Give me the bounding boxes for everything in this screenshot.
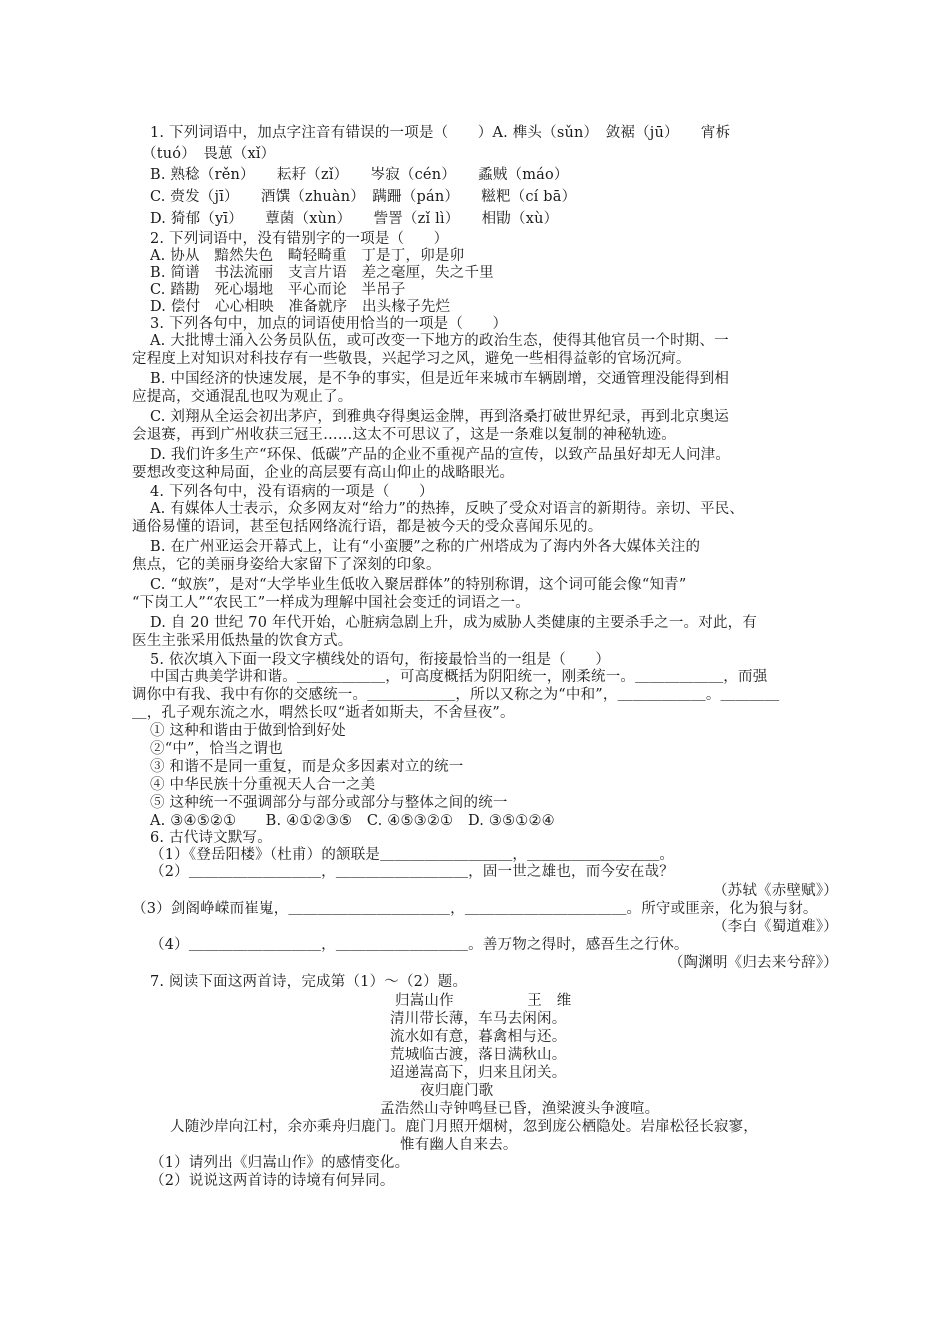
q3-option-a-line2: 定程度上对知识对科技存有一些敬畏，兴起学习之风，避免一些相得益彰的官场沉疴。 [132,351,691,367]
q4-option-a-line1: A. 有媒体人士表示，众多网友对“给力”的热捧，反映了受众对语言的新期待。亲切、平民、 [150,501,745,517]
q5-passage-line1: 中国古典美学讲和谐。＿＿＿＿＿＿，可高度概括为阴阳统一，刚柔统一。＿＿＿＿＿＿，而强 [150,669,768,685]
q2-option-c: C. 踏勘 死心塌地 平心而论 半吊子 [150,282,406,298]
q3-option-b-line2: 应提高，交通混乱也叹为观止了。 [132,389,353,405]
q1-stem-cont: （tuó） 畏葸（xǐ） [142,146,276,162]
q3-option-b-line1: B. 中国经济的快速发展，是不争的事实，但是近年来城市车辆剧增，交通管理没能得到相 [150,371,730,387]
q5-option-1: ① 这种和谐由于做到恰到好处 [150,723,346,739]
q6-item-3: （3）剑阁峥嵘而崔嵬，＿＿＿＿＿＿＿＿＿＿＿，＿＿＿＿＿＿＿＿＿＿＿。所守或匪亲，化为狼与豺。 [132,901,818,917]
poem2-title: 夜归鹿门歌 [420,1083,494,1099]
q5-passage-line2: 调你中有我、我中有你的交感统一。＿＿＿＿＿＿，所以又称之为“中和”，＿＿＿＿＿＿。＿＿＿＿ [132,687,780,703]
poem1-line-3: 荒城临古渡，落日满秋山。 [390,1047,567,1063]
poem2-line-3: 惟有幽人自来去。 [400,1137,518,1153]
q3-option-a-line1: A. 大批博士涌入公务员队伍，或可改变一下地方的政治生态，使得其他官员一个时期、一 [150,333,729,349]
q1-option-d: D. 猗郁（yī） 蕈菌（xùn） 訾詈（zǐ lì） 相勖（xù） [150,211,559,227]
q5-option-2: ②“中”，恰当之谓也 [150,741,283,757]
q3-option-c-line2: 会退赛，再到广州收获三冠王……这太不可思议了，这是一条难以复制的神秘轨迹。 [132,427,676,443]
q5-choices: A. ③④⑤②① B. ④①②③⑤ C. ④⑤③②① D. ③⑤①②④ [150,813,555,829]
poem2-line-2: 人随沙岸向江村，余亦乘舟归鹿门。鹿门月照开烟树，忽到庞公栖隐处。岩扉松径长寂寥， [170,1119,758,1135]
q4-option-c-line2: “下岗工人”“农民工”一样成为理解中国社会变迁的词语之一。 [132,595,530,611]
q6-stem: 6. 古代诗文默写。 [150,830,272,846]
q2-option-b: B. 简谱 书法流丽 支言片语 差之毫厘，失之千里 [150,265,494,281]
q4-option-b-line2: 焦点，它的美丽身姿给大家留下了深刻的印象。 [132,557,441,573]
q6-item-3-source: （李白《蜀道难》） [712,919,838,935]
q4-option-c-line1: C. “蚁族”，是对“大学毕业生低收入聚居群体”的特别称谓，这个词可能会像“知青” [150,577,687,593]
q5-passage-line3: ＿，孔子观东流之水，喟然长叹“逝者如斯夫，不舍昼夜”。 [132,705,515,721]
q1-stem: 1. 下列词语中，加点字注音有错误的一项是（ ）A. 榫头（sǔn） 敛裾（jū） 宵柝 [150,125,731,141]
q4-option-b-line1: B. 在广州亚运会开幕式上，让有“小蛮腰”之称的广州塔成为了海内外各大媒体关注的 [150,539,701,555]
q1-option-c: C. 赍发（jī） 酒馔（zhuàn） 蹒跚（pán） 糍粑（cí bā） [150,189,577,205]
q4-option-a-line2: 通俗易懂的语词，甚至包括网络流行语，都是被今天的受众喜闻乐见的。 [132,519,603,535]
poem1-title: 归嵩山作 王 维 [395,993,572,1009]
q6-item-4: （4）＿＿＿＿＿＿＿＿＿，＿＿＿＿＿＿＿＿＿。善万物之得时，感吾生之行休。 [150,937,689,953]
q4-option-d-line1: D. 自 20 世纪 70 年代开始，心脏病急剧上升，成为威胁人类健康的主要杀手之一。对此，有 [150,615,758,631]
q3-option-c-line1: C. 刘翔从全运会初出茅庐，到雅典夺得奥运金牌，再到洛桑打破世界纪录，再到北京奥运 [150,409,729,425]
poem1-line-1: 清川带长薄，车马去闲闲。 [390,1011,567,1027]
q3-stem: 3. 下列各句中，加点的词语使用恰当的一项是（ ） [150,316,508,332]
q2-option-a: A. 协从 黯然失色 畸轻畸重 丁是丁，卯是卯 [150,248,465,264]
q7-stem: 7. 阅读下面这两首诗，完成第（1）～（2）题。 [150,974,468,990]
q5-stem: 5. 依次填入下面一段文字横线处的语句，衔接最恰当的一组是（ ） [150,652,611,668]
q2-stem: 2. 下列词语中，没有错别字的一项是（ ） [150,231,449,247]
q7-subquestion-2: （2）说说这两首诗的诗境有何异同。 [150,1173,395,1189]
q6-item-4-source: （陶渊明《归去来兮辞》） [668,955,838,971]
q1-option-b: B. 熟稔（rěn） 耘耔（zǐ） 岑寂（cén） 蟊贼（máo） [150,167,569,183]
q6-item-1: （1）《登岳阳楼》（杜甫）的颔联是＿＿＿＿＿＿＿＿＿，＿＿＿＿＿＿＿＿＿。 [150,847,675,863]
q3-option-d-line2: 要想改变这种局面，企业的高层要有高山仰止的战略眼光。 [132,465,515,481]
q5-option-5: ⑤ 这种统一不强调部分与部分或部分与整体之间的统一 [150,795,508,811]
q2-option-d: D. 偿付 心心相映 准备就序 出头椽子先烂 [150,299,451,315]
q7-subquestion-1: （1）请列出《归嵩山作》的感情变化。 [150,1155,410,1171]
q3-option-d-line1: D. 我们许多生产“环保、低碳”产品的企业不重视产品的宣传，以致产品虽好却无人问津。 [150,447,731,463]
q6-item-2-source: （苏轼《赤壁赋》） [712,883,838,899]
q5-option-4: ④ 中华民族十分重视天人合一之美 [150,777,376,793]
poem1-line-4: 迢递嵩高下，归来且闭关。 [390,1065,567,1081]
poem2-line-1: 孟浩然山寺钟鸣昼已昏，渔梁渡头争渡喧。 [380,1101,660,1117]
q5-option-3: ③ 和谐不是同一重复，而是众多因素对立的统一 [150,759,464,775]
q6-item-2: （2）＿＿＿＿＿＿＿＿＿，＿＿＿＿＿＿＿＿＿，固一世之雄也，而今安在哉？ [150,864,674,880]
poem1-line-2: 流水如有意，暮禽相与还。 [390,1029,567,1045]
q4-option-d-line2: 医生主张采用低热量的饮食方式。 [132,633,353,649]
q4-stem: 4. 下列各句中，没有语病的一项是（ ） [150,484,434,500]
